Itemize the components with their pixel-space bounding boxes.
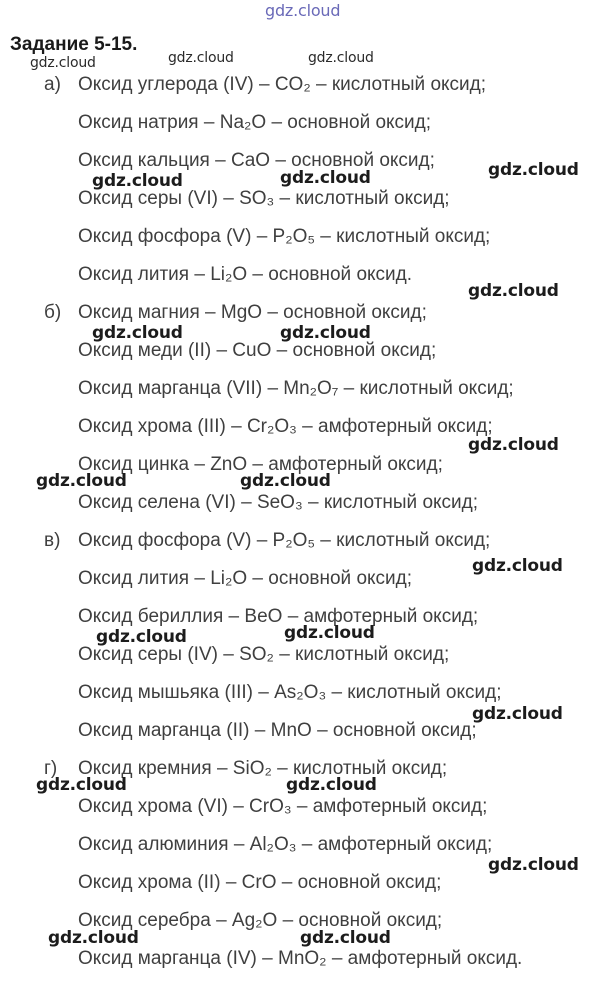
answer-text: Оксид селена (VI) – SeO₃ – кислотный оксид; [78,492,479,513]
watermark: gdz.cloud [284,623,375,643]
answer-line [0,374,605,404]
answer-text: Оксид алюминия – Al₂O₃ – амфотерный оксид; [78,834,493,855]
answer-text: Оксид хрома (VI) – CrO₃ – амфотерный оксид; [78,796,488,817]
watermark: gdz.cloud [300,928,391,948]
answer-line [0,640,605,670]
group-marker: б) [44,302,62,323]
answer-text: Оксид фосфора (V) – P₂O₅ – кислотный оксид; [78,226,491,247]
answer-text: Оксид натрия – Na₂O – основной оксид; [78,112,432,133]
group-marker: в) [44,530,61,551]
watermark: gdz.cloud [468,281,559,301]
watermark: gdz.cloud [286,775,377,795]
watermark: gdz.cloud [240,471,331,491]
answer-text: Оксид кальция – CaO – основной оксид; [78,150,435,171]
answer-line [0,944,605,974]
watermark: gdz.cloud [168,50,234,66]
watermark: gdz.cloud [48,928,139,948]
answer-text: Оксид хрома (III) – Cr₂O₃ – амфотерный оксид; [78,416,493,437]
answer-text: Оксид магния – MgO – основной оксид; [78,302,427,323]
answer-line [0,488,605,518]
answer-text: Оксид марганца (VII) – Mn₂O₇ – кислотный оксид; [78,378,514,399]
answer-line [0,526,605,556]
answer-text: Оксид серебра – Ag₂O – основной оксид; [78,910,443,931]
answer-text: Оксид углерода (IV) – CO₂ – кислотный оксид; [78,74,487,95]
answer-line [0,222,605,252]
watermark: gdz.cloud [265,1,341,20]
answer-text: Оксид мышьяка (III) – As₂O₃ – кислотный оксид; [78,682,502,703]
watermark: gdz.cloud [488,855,579,875]
answer-text: Оксид бериллия – BeO – амфотерный оксид; [78,606,479,627]
answer-text: Оксид фосфора (V) – P₂O₅ – кислотный оксид; [78,530,491,551]
answer-text: Оксид цинка – ZnO – амфотерный оксид; [78,454,443,475]
watermark: gdz.cloud [280,323,371,343]
answer-text: Оксид кремния – SiO₂ – кислотный оксид; [78,758,448,779]
answer-text: Оксид лития – Li₂O – основной оксид; [78,568,413,589]
answer-line [0,108,605,138]
answer-text: Оксид серы (VI) – SO₃ – кислотный оксид; [78,188,450,209]
watermark: gdz.cloud [308,50,374,66]
answer-line [0,792,605,822]
watermark: gdz.cloud [280,168,371,188]
answer-text: Оксид серы (IV) – SO₂ – кислотный оксид; [78,644,450,665]
watermark: gdz.cloud [92,171,183,191]
watermark: gdz.cloud [92,323,183,343]
watermark: gdz.cloud [36,471,127,491]
watermark: gdz.cloud [30,55,96,71]
watermark: gdz.cloud [468,435,559,455]
watermark: gdz.cloud [36,775,127,795]
answer-text: Оксид меди (II) – CuO – основной оксид; [78,340,437,361]
answer-line [0,70,605,100]
watermark: gdz.cloud [472,704,563,724]
watermark: gdz.cloud [96,627,187,647]
page-title: Задание 5-15. [10,34,138,55]
watermark: gdz.cloud [472,556,563,576]
answer-text: Оксид лития – Li₂O – основной оксид. [78,264,413,285]
answer-text: Оксид хрома (II) – CrO – основной оксид; [78,872,442,893]
answer-line [0,184,605,214]
answer-text: Оксид марганца (II) – MnO – основной оксид; [78,720,477,741]
answer-text: Оксид марганца (IV) – MnO₂ – амфотерный оксид. [78,948,523,969]
group-marker: а) [44,74,61,95]
watermark: gdz.cloud [488,160,579,180]
group-marker: г) [44,758,58,779]
